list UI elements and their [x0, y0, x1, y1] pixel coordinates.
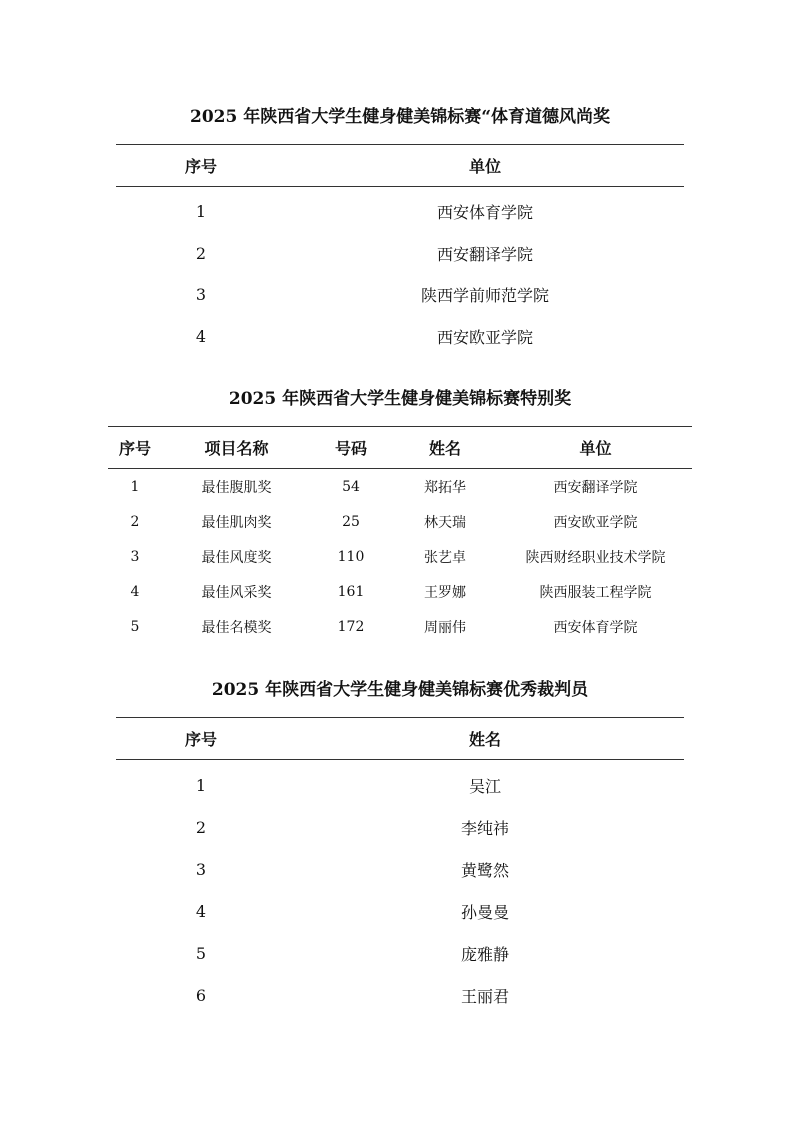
- cell-event: 最佳肌肉奖: [201, 514, 272, 531]
- col-header-name: 姓名: [428, 439, 461, 458]
- cell-number: 110: [337, 548, 365, 565]
- table-row: [116, 316, 684, 358]
- section2-title: 2025 年陕西省大学生健身健美锦标赛特别奖: [228, 389, 572, 409]
- cell-name: 黄鹭然: [460, 860, 509, 880]
- cell-name: 庞雅静: [460, 944, 509, 964]
- cell-event: 最佳风度奖: [201, 549, 272, 566]
- cell-index: 5: [130, 618, 140, 635]
- section1-title: 2025 年陕西省大学生健身健美锦标赛“体育道德风尚奖: [189, 107, 610, 127]
- cell-number: 25: [342, 513, 360, 530]
- cell-event: 最佳腹肌奖: [201, 479, 272, 496]
- cell-name: 王丽君: [460, 986, 509, 1006]
- table-row: [108, 539, 692, 574]
- cell-index: 4: [195, 326, 207, 346]
- cell-index: 6: [195, 985, 207, 1005]
- cell-index: 2: [195, 817, 207, 837]
- cell-name: 孙曼曼: [460, 902, 509, 922]
- table-row: [108, 469, 692, 505]
- cell-unit: 西安翻译学院: [553, 479, 638, 496]
- col-header-event: 项目名称: [204, 439, 269, 458]
- cell-index: 5: [195, 943, 207, 963]
- cell-unit: 西安欧亚学院: [436, 327, 533, 347]
- col-header-index: 序号: [184, 157, 217, 176]
- col-header-number: 号码: [334, 439, 367, 458]
- cell-number: 54: [342, 478, 360, 495]
- cell-unit: 陕西财经职业技术学院: [525, 549, 666, 566]
- cell-index: 4: [130, 583, 140, 600]
- cell-index: 1: [130, 478, 140, 495]
- referee-award-table: [116, 717, 684, 1016]
- cell-name: 林天瑞: [424, 514, 466, 531]
- cell-index: 3: [195, 859, 207, 879]
- cell-index: 2: [130, 513, 140, 530]
- cell-index: 3: [130, 548, 140, 565]
- cell-unit: 西安欧亚学院: [553, 514, 638, 531]
- cell-number: 172: [337, 618, 365, 635]
- cell-index: 2: [195, 243, 207, 263]
- cell-unit: 西安体育学院: [436, 203, 533, 223]
- table-row: [108, 574, 692, 609]
- table-header-row: [108, 427, 692, 469]
- special-award-table: [108, 426, 692, 644]
- table-row: [108, 504, 692, 539]
- cell-number: 161: [337, 583, 365, 600]
- cell-name: 王罗娜: [424, 584, 466, 601]
- cell-event: 最佳风采奖: [201, 584, 272, 601]
- table-row: [116, 890, 684, 932]
- cell-index: 1: [195, 775, 207, 795]
- cell-name: 郑拓华: [424, 479, 466, 496]
- cell-name: 李纯祎: [460, 818, 509, 838]
- table-row: [116, 932, 684, 974]
- table-row: [116, 760, 684, 807]
- cell-index: 3: [195, 285, 207, 305]
- cell-name: 吴江: [468, 776, 501, 796]
- col-header-unit: 单位: [579, 439, 612, 458]
- cell-name: 周丽伟: [424, 619, 466, 636]
- table-row: [116, 848, 684, 890]
- table-header-row: [116, 718, 684, 760]
- cell-event: 最佳名模奖: [201, 619, 272, 636]
- cell-unit: 西安翻译学院: [436, 244, 533, 264]
- cell-index: 1: [195, 202, 207, 222]
- table-row: [116, 233, 684, 275]
- cell-name: 张艺卓: [424, 549, 466, 566]
- section3-title: 2025 年陕西省大学生健身健美锦标赛优秀裁判员: [211, 680, 589, 700]
- cell-index: 4: [195, 901, 207, 921]
- table-row: [116, 187, 684, 233]
- table-row: [108, 609, 692, 644]
- col-header-index: 序号: [184, 730, 217, 749]
- table-row: [116, 974, 684, 1016]
- table-row: [116, 274, 684, 316]
- table-row: [116, 806, 684, 848]
- table-header-row: [116, 145, 684, 187]
- sportsmanship-award-table: [116, 144, 684, 357]
- cell-unit: 陕西学前师范学院: [420, 286, 549, 306]
- cell-unit: 陕西服装工程学院: [539, 584, 652, 601]
- col-header-unit: 单位: [468, 157, 501, 176]
- col-header-name: 姓名: [468, 730, 501, 749]
- col-header-index: 序号: [118, 439, 151, 458]
- cell-unit: 西安体育学院: [553, 619, 638, 636]
